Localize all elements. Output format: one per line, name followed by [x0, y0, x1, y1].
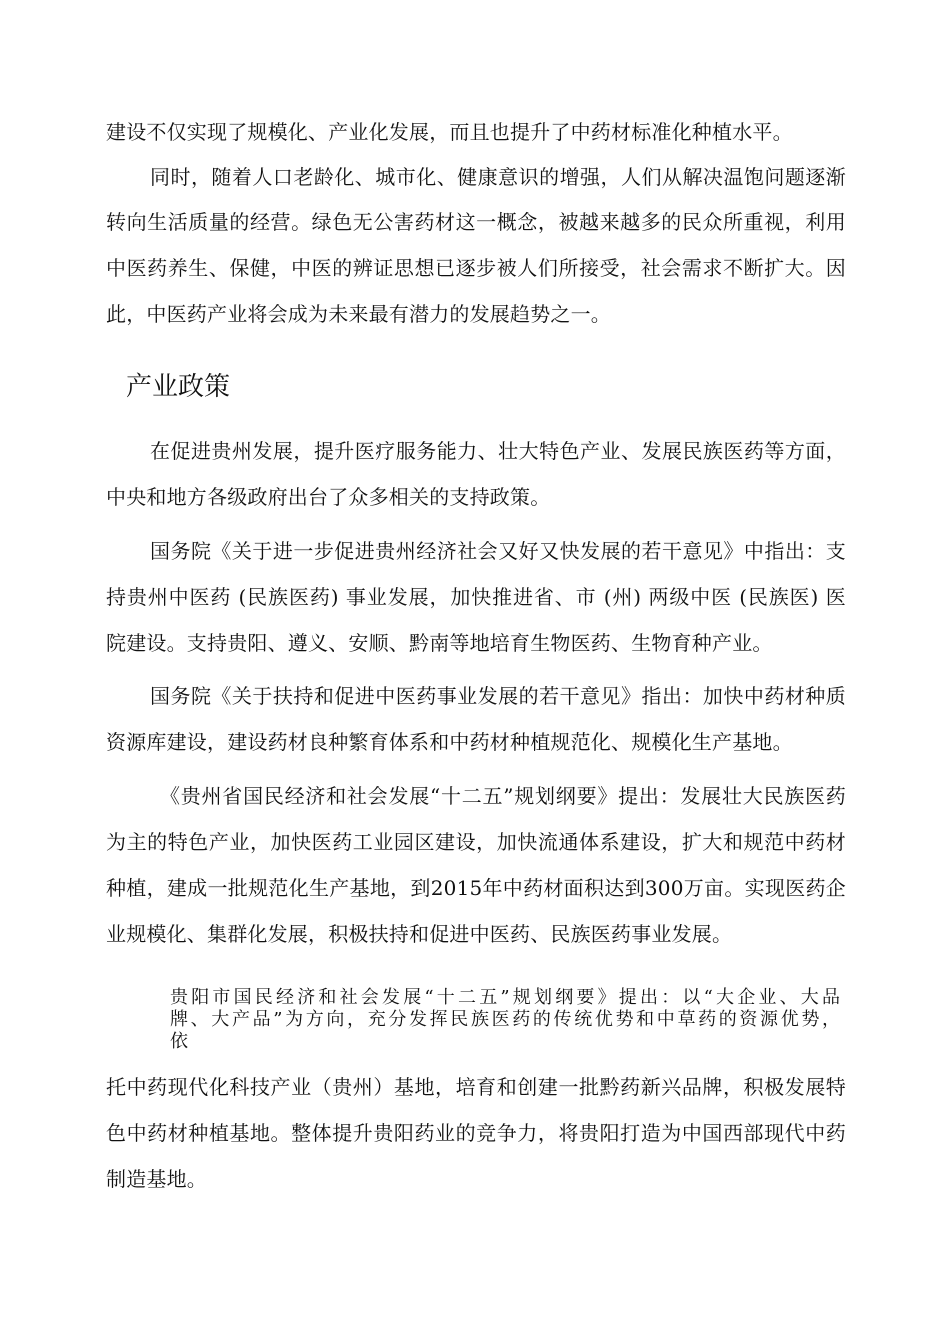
- section-heading: 产业政策: [126, 372, 231, 402]
- text-line: 为主的特色产业，加快医药工业园区建设，加快流通体系建设，扩大和规范中药材: [106, 830, 846, 854]
- text-line: 资源库建设，建设药材良种繁育体系和中药材种植规范化、规模化生产基地。: [106, 730, 793, 754]
- text-line: 转向生活质量的经营。绿色无公害药材这一概念，被越来越多的民众所重视，利用: [106, 210, 846, 234]
- text-line: 托中药现代化科技产业（贵州）基地，培育和创建一批黔药新兴品牌，积极发展特: [106, 1075, 846, 1099]
- text-line: 牌、大产品”为方向，充分发挥民族医药的传统优势和中草药的资源优势，: [170, 1009, 840, 1030]
- text-line: 制造基地。: [106, 1167, 207, 1191]
- text-line: 此，中医药产业将会成为未来最有潜力的发展趋势之一。: [106, 302, 611, 326]
- text-line: 在促进贵州发展，提升医疗服务能力、壮大特色产业、发展民族医药等方面，: [150, 439, 846, 463]
- text-line: 中央和地方各级政府出台了众多相关的支持政策。: [106, 485, 551, 509]
- text-line: 同时，随着人口老龄化、城市化、健康意识的增强，人们从解决温饱问题逐渐: [150, 165, 846, 189]
- text-line: 种植，建成一批规范化生产基地，到2015年中药材面积达到300万亩。实现医药企: [106, 876, 846, 900]
- intro-line-1: 建设不仅实现了规模化、产业化发展，而且也提升了中药材标准化种植水平。: [106, 120, 793, 144]
- text-line: 业规模化、集群化发展，积极扶持和促进中医药、民族医药事业发展。: [106, 922, 733, 946]
- text-line: 色中药材种植基地。整体提升贵阳药业的竞争力，将贵阳打造为中国西部现代中药: [106, 1121, 846, 1145]
- text-line: 中医药养生、保健，中医的辨证思想已逐步被人们所接受，社会需求不断扩大。因: [106, 256, 846, 280]
- text-line: 国务院《关于扶持和促进中医药事业发展的若干意见》指出：加快中药材种质: [150, 684, 846, 708]
- text-line: 院建设。支持贵阳、遵义、安顺、黔南等地培育生物医药、生物育种产业。: [106, 631, 773, 655]
- text-line: 《贵州省国民经济和社会发展“十二五”规划纲要》提出：发展壮大民族医药: [160, 784, 846, 808]
- text-line: 贵阳市国民经济和社会发展“十二五”规划纲要》提出：以“大企业、大品: [170, 987, 840, 1008]
- text-line: 持贵州中医药 (民族医药) 事业发展，加快推进省、市 (州) 两级中医 (民族医) 医: [106, 585, 846, 609]
- policy-paragraph-5-block: [170, 987, 840, 1053]
- text-line: 国务院《关于进一步促进贵州经济社会又好又快发展的若干意见》中指出：支: [150, 539, 846, 563]
- text-line: 依: [170, 1031, 188, 1052]
